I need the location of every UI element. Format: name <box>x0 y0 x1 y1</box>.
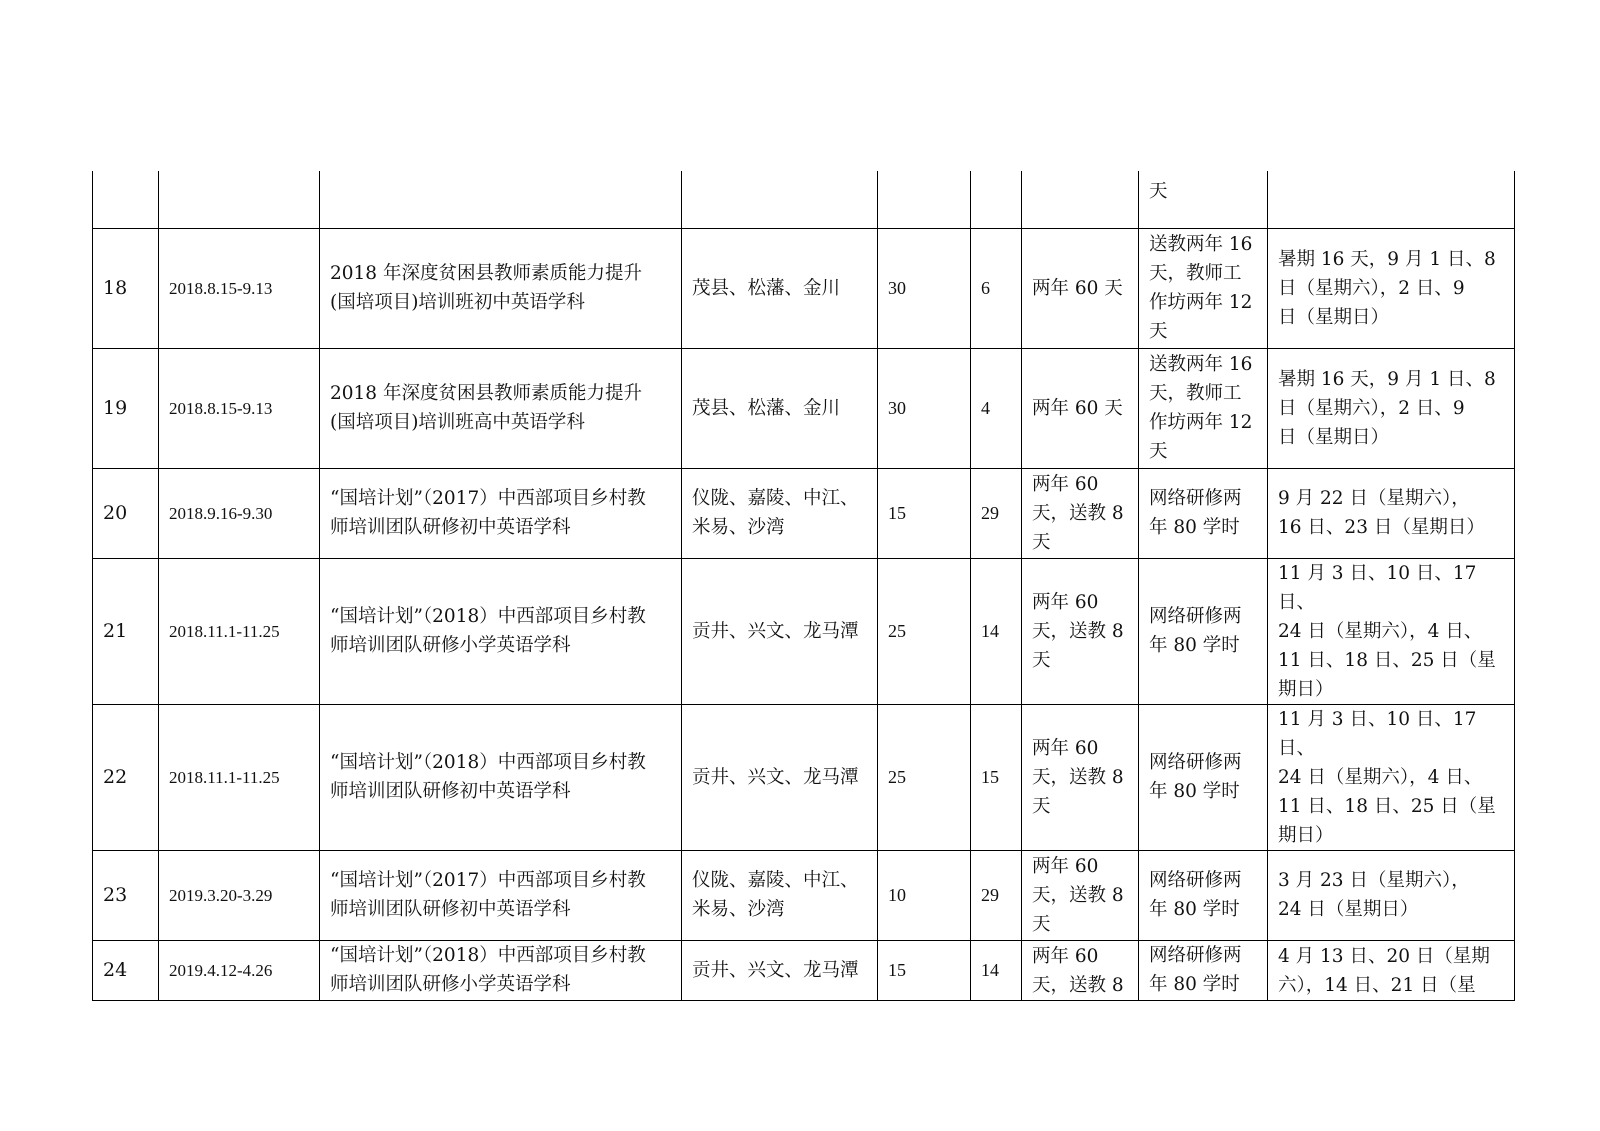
cell-project: 2018 年深度贫困县教师素质能力提升 (国培项目)培训班高中英语学科 <box>320 348 682 468</box>
cell-schedule: 暑期 16 天，9 月 1 日、8 日（星期六），2 日、9 日（星期日） <box>1268 228 1515 348</box>
cell-index: 24 <box>93 940 159 1000</box>
cell-count-a: 30 <box>878 348 971 468</box>
cell-mode: 网络研修两 年 80 学时 <box>1139 558 1268 704</box>
table-row <box>93 850 1515 940</box>
cell-project: “国培计划”（2017）中西部项目乡村教 师培训团队研修初中英语学科 <box>320 850 682 940</box>
cell-date: 2018.8.15-9.13 <box>159 228 320 348</box>
cell-duration: 两年 60 天，送教 8 天 <box>1022 704 1139 850</box>
cell-regions: 仪陇、嘉陵、中江、 米易、沙湾 <box>682 468 878 558</box>
cell-regions: 仪陇、嘉陵、中江、 米易、沙湾 <box>682 850 878 940</box>
cell-count-a: 30 <box>878 228 971 348</box>
cell-index: 23 <box>93 850 159 940</box>
cell-project <box>320 171 682 228</box>
table-row <box>93 348 1515 468</box>
cell-duration: 两年 60 天，送教 8 天 <box>1022 558 1139 704</box>
table-row <box>93 228 1515 348</box>
cell-mode: 网络研修两 年 80 学时 <box>1139 940 1268 1000</box>
cell-count-a: 15 <box>878 468 971 558</box>
cell-index: 21 <box>93 558 159 704</box>
cell-mode: 送教两年 16 天，教师工 作坊两年 12 天 <box>1139 228 1268 348</box>
cell-schedule <box>1268 171 1515 228</box>
cell-regions <box>682 171 878 228</box>
cell-regions: 贡井、兴文、龙马潭 <box>682 558 878 704</box>
cell-duration: 两年 60 天 <box>1022 348 1139 468</box>
cell-mode: 网络研修两 年 80 学时 <box>1139 468 1268 558</box>
cell-schedule: 11 月 3 日、10 日、17 日、 24 日（星期六），4 日、 11 日、18 日、25 日（星 期日） <box>1268 558 1515 704</box>
cell-regions: 贡井、兴文、龙马潭 <box>682 704 878 850</box>
cell-date: 2019.4.12-4.26 <box>159 940 320 1000</box>
cell-project: “国培计划”（2018）中西部项目乡村教 师培训团队研修小学英语学科 <box>320 940 682 1000</box>
cell-index: 18 <box>93 228 159 348</box>
cell-schedule: 11 月 3 日、10 日、17 日、 24 日（星期六），4 日、 11 日、18 日、25 日（星 期日） <box>1268 704 1515 850</box>
table-row <box>93 940 1515 1000</box>
cell-regions: 茂县、松藩、金川 <box>682 348 878 468</box>
training-schedule-table <box>92 171 1515 1001</box>
cell-count-a: 25 <box>878 558 971 704</box>
cell-count-a <box>878 171 971 228</box>
cell-index: 22 <box>93 704 159 850</box>
cell-duration: 两年 60 天，送教 8 天 <box>1022 468 1139 558</box>
cell-count-b: 14 <box>971 940 1022 1000</box>
cell-date: 2018.8.15-9.13 <box>159 348 320 468</box>
cell-duration: 两年 60 天 <box>1022 228 1139 348</box>
cell-count-b: 29 <box>971 468 1022 558</box>
cell-index <box>93 171 159 228</box>
cell-mode: 送教两年 16 天，教师工 作坊两年 12 天 <box>1139 348 1268 468</box>
cell-mode: 天 <box>1139 171 1268 228</box>
cell-count-b: 14 <box>971 558 1022 704</box>
cell-duration <box>1022 171 1139 228</box>
cell-date: 2018.11.1-11.25 <box>159 558 320 704</box>
cell-count-b: 29 <box>971 850 1022 940</box>
cell-duration: 两年 60 天，送教 8 <box>1022 940 1139 1000</box>
cell-regions: 贡井、兴文、龙马潭 <box>682 940 878 1000</box>
cell-count-a: 10 <box>878 850 971 940</box>
cell-count-b: 6 <box>971 228 1022 348</box>
continuation-row <box>93 171 1515 228</box>
cell-project: 2018 年深度贫困县教师素质能力提升 (国培项目)培训班初中英语学科 <box>320 228 682 348</box>
table-row <box>93 468 1515 558</box>
table-row <box>93 558 1515 704</box>
cell-schedule: 3 月 23 日（星期六）， 24 日（星期日） <box>1268 850 1515 940</box>
table-row <box>93 704 1515 850</box>
cell-regions: 茂县、松藩、金川 <box>682 228 878 348</box>
cell-date: 2018.11.1-11.25 <box>159 704 320 850</box>
cell-schedule: 暑期 16 天，9 月 1 日、8 日（星期六），2 日、9 日（星期日） <box>1268 348 1515 468</box>
cell-index: 20 <box>93 468 159 558</box>
cell-count-b <box>971 171 1022 228</box>
cell-project: “国培计划”（2018）中西部项目乡村教 师培训团队研修初中英语学科 <box>320 704 682 850</box>
cell-project: “国培计划”（2017）中西部项目乡村教 师培训团队研修初中英语学科 <box>320 468 682 558</box>
cell-date <box>159 171 320 228</box>
cell-mode: 网络研修两 年 80 学时 <box>1139 850 1268 940</box>
cell-count-b: 4 <box>971 348 1022 468</box>
cell-index: 19 <box>93 348 159 468</box>
cell-count-a: 25 <box>878 704 971 850</box>
cell-project: “国培计划”（2018）中西部项目乡村教 师培训团队研修小学英语学科 <box>320 558 682 704</box>
cell-duration: 两年 60 天，送教 8 天 <box>1022 850 1139 940</box>
cell-schedule: 4 月 13 日、20 日（星期 六），14 日、21 日（星 <box>1268 940 1515 1000</box>
cell-date: 2019.3.20-3.29 <box>159 850 320 940</box>
cell-count-b: 15 <box>971 704 1022 850</box>
cell-mode: 网络研修两 年 80 学时 <box>1139 704 1268 850</box>
cell-schedule: 9 月 22 日（星期六）， 16 日、23 日（星期日） <box>1268 468 1515 558</box>
cell-count-a: 15 <box>878 940 971 1000</box>
cell-date: 2018.9.16-9.30 <box>159 468 320 558</box>
